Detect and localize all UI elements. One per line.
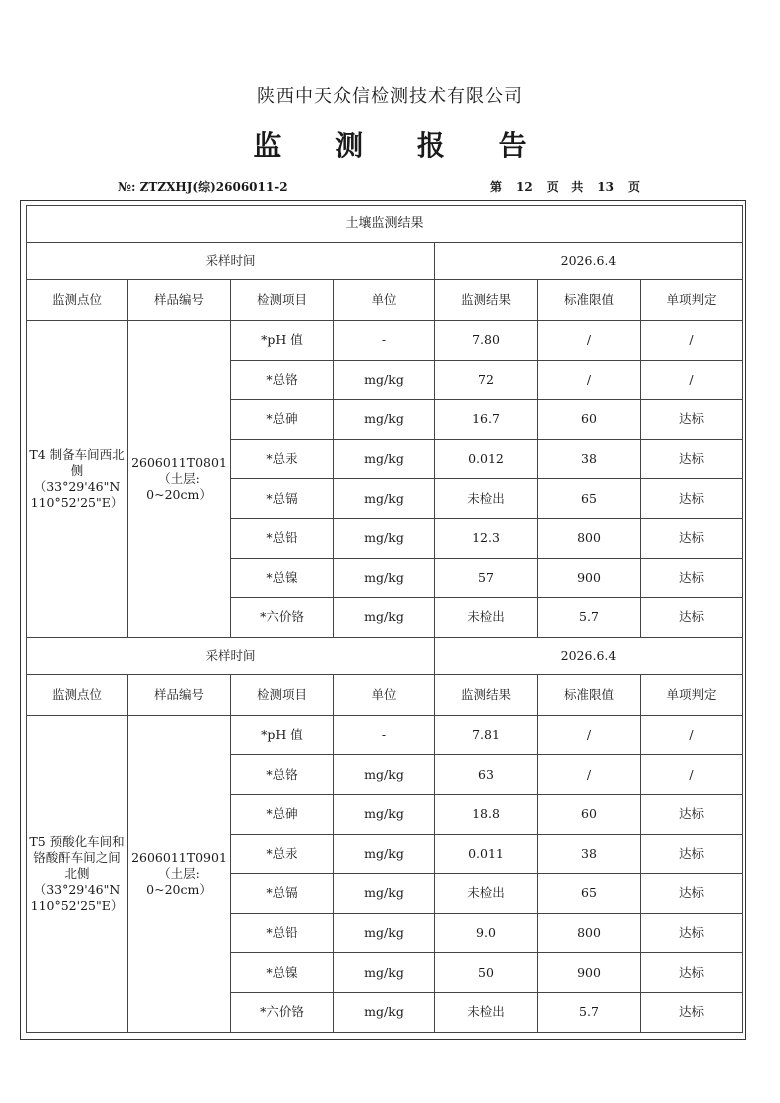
result: 18.8 <box>435 794 538 834</box>
sample-line: 2606011T0801 <box>131 454 227 470</box>
test-item: *总铬 <box>231 360 334 400</box>
test-item: *pH 值 <box>231 321 334 361</box>
sample-number <box>128 715 231 1032</box>
judgement: 达标 <box>641 439 743 479</box>
standard-limit: / <box>538 755 641 795</box>
page-prefix: 第 <box>490 180 503 194</box>
judgement: / <box>641 321 743 361</box>
unit: mg/kg <box>334 518 435 558</box>
sample-line: 0~20cm） <box>146 881 212 897</box>
judgement: 达标 <box>641 598 743 638</box>
result: 0.011 <box>435 834 538 874</box>
unit: mg/kg <box>334 794 435 834</box>
judgement: 达标 <box>641 834 743 874</box>
judgement: 达标 <box>641 518 743 558</box>
column-header: 标准限值 <box>538 674 641 715</box>
test-item: *总镉 <box>231 479 334 519</box>
company-name: 陕西中天众信检测技术有限公司 <box>257 86 523 107</box>
site-line: （33°29'46"N <box>33 881 121 897</box>
result: 50 <box>435 953 538 993</box>
column-header: 单位 <box>334 674 435 715</box>
sample-line: （土层: <box>158 470 200 486</box>
standard-limit: 5.7 <box>538 598 641 638</box>
standard-limit: 800 <box>538 518 641 558</box>
unit: mg/kg <box>334 874 435 914</box>
sample-line: （土层: <box>158 865 200 881</box>
column-header: 监测点位 <box>27 674 128 715</box>
column-header: 样品编号 <box>128 280 231 321</box>
standard-limit: / <box>538 715 641 755</box>
unit: mg/kg <box>334 992 435 1032</box>
unit: mg/kg <box>334 558 435 598</box>
site-line: T4 制备车间西北侧 <box>29 446 125 478</box>
result: 63 <box>435 755 538 795</box>
monitoring-site <box>27 715 128 1032</box>
test-item: *总砷 <box>231 400 334 440</box>
test-item: *六价铬 <box>231 598 334 638</box>
result: 57 <box>435 558 538 598</box>
test-item: *pH 值 <box>231 715 334 755</box>
judgement: 达标 <box>641 992 743 1032</box>
monitoring-site <box>27 321 128 638</box>
test-item: *总汞 <box>231 439 334 479</box>
table-title: 土壤监测结果 <box>27 206 743 243</box>
unit: - <box>334 321 435 361</box>
page-total: 13 <box>597 180 614 194</box>
table-row <box>27 715 743 755</box>
standard-limit: 900 <box>538 953 641 993</box>
unit: mg/kg <box>334 360 435 400</box>
standard-limit: 65 <box>538 874 641 914</box>
sample-line: 0~20cm） <box>146 486 212 502</box>
soil-monitoring-table <box>26 205 743 1033</box>
standard-limit: 38 <box>538 439 641 479</box>
standard-limit: 800 <box>538 913 641 953</box>
column-header: 监测结果 <box>435 280 538 321</box>
result: 72 <box>435 360 538 400</box>
result: 未检出 <box>435 479 538 519</box>
judgement: 达标 <box>641 874 743 914</box>
standard-limit: / <box>538 321 641 361</box>
test-item: *总汞 <box>231 834 334 874</box>
standard-limit: 60 <box>538 400 641 440</box>
report-number: №: ZTZXHJ(综)2606011-2 <box>118 180 288 194</box>
test-item: *总砷 <box>231 794 334 834</box>
judgement: / <box>641 360 743 400</box>
unit: mg/kg <box>334 439 435 479</box>
unit: mg/kg <box>334 598 435 638</box>
sampling-time-label: 采样时间 <box>27 243 435 280</box>
column-header: 检测项目 <box>231 280 334 321</box>
result: 未检出 <box>435 992 538 1032</box>
standard-limit: 65 <box>538 479 641 519</box>
sample-number <box>128 321 231 638</box>
sample-line: 2606011T0901 <box>131 849 227 865</box>
standard-limit: 38 <box>538 834 641 874</box>
judgement: 达标 <box>641 913 743 953</box>
column-header: 检测项目 <box>231 674 334 715</box>
sampling-time-label: 采样时间 <box>27 637 435 674</box>
standard-limit: 5.7 <box>538 992 641 1032</box>
result: 未检出 <box>435 598 538 638</box>
test-item: *六价铬 <box>231 992 334 1032</box>
test-item: *总镍 <box>231 558 334 598</box>
judgement: 达标 <box>641 479 743 519</box>
table-row <box>27 321 743 361</box>
sampling-date: 2026.6.4 <box>435 243 743 280</box>
unit: mg/kg <box>334 479 435 519</box>
site-line: 110°52'25"E） <box>30 897 124 913</box>
result: 16.7 <box>435 400 538 440</box>
standard-limit: 60 <box>538 794 641 834</box>
page-suffix: 页 <box>627 180 640 194</box>
judgement: 达标 <box>641 794 743 834</box>
result: 未检出 <box>435 874 538 914</box>
result: 0.012 <box>435 439 538 479</box>
test-item: *总铅 <box>231 518 334 558</box>
unit: mg/kg <box>334 755 435 795</box>
site-line: T5 预酸化车间和铬酸酐车间之间北侧 <box>29 833 125 881</box>
result: 7.80 <box>435 321 538 361</box>
page-indicator <box>490 178 640 195</box>
result: 12.3 <box>435 518 538 558</box>
result: 7.81 <box>435 715 538 755</box>
page-current: 12 <box>516 180 533 194</box>
judgement: 达标 <box>641 953 743 993</box>
test-item: *总铅 <box>231 913 334 953</box>
column-header: 单位 <box>334 280 435 321</box>
test-item: *总镍 <box>231 953 334 993</box>
sampling-date: 2026.6.4 <box>435 637 743 674</box>
result: 9.0 <box>435 913 538 953</box>
standard-limit: / <box>538 360 641 400</box>
unit: - <box>334 715 435 755</box>
judgement: / <box>641 755 743 795</box>
unit: mg/kg <box>334 400 435 440</box>
standard-limit: 900 <box>538 558 641 598</box>
unit: mg/kg <box>334 953 435 993</box>
unit: mg/kg <box>334 834 435 874</box>
site-line: （33°29'46"N <box>33 478 121 494</box>
column-header: 监测点位 <box>27 280 128 321</box>
judgement: 达标 <box>641 400 743 440</box>
test-item: *总镉 <box>231 874 334 914</box>
page-mid: 页 共 <box>546 180 584 194</box>
column-header: 标准限值 <box>538 280 641 321</box>
column-header: 单项判定 <box>641 280 743 321</box>
judgement: / <box>641 715 743 755</box>
column-header: 单项判定 <box>641 674 743 715</box>
column-header: 监测结果 <box>435 674 538 715</box>
unit: mg/kg <box>334 913 435 953</box>
column-header: 样品编号 <box>128 674 231 715</box>
test-item: *总铬 <box>231 755 334 795</box>
site-line: 110°52'25"E） <box>30 494 124 510</box>
report-title: 监 测 报 告 <box>253 129 549 162</box>
judgement: 达标 <box>641 558 743 598</box>
